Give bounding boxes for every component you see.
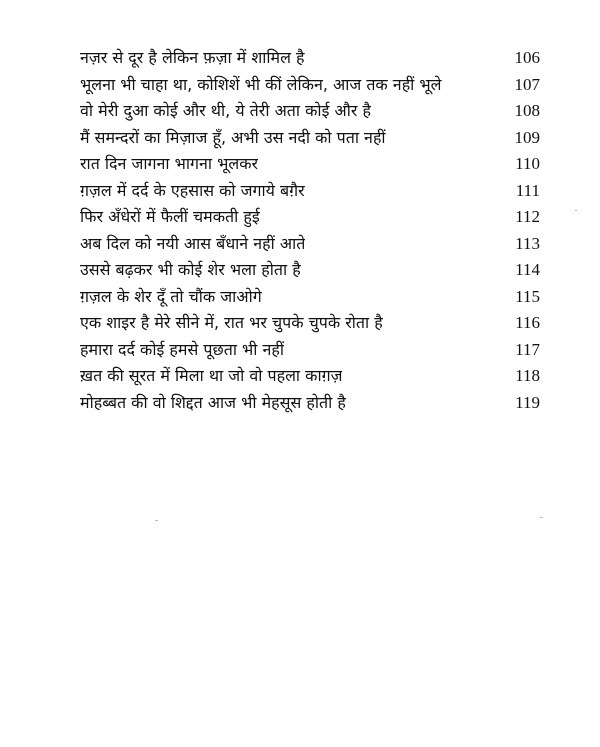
toc-page-number: 112: [515, 207, 540, 226]
toc-entry-title: ख़त की सूरत में मिला था जो वो पहला काग़ज़: [80, 366, 343, 385]
toc-page-number: 109: [514, 127, 540, 147]
toc-page-number: 118: [515, 366, 540, 385]
toc-row: [80, 98, 540, 125]
toc-row: [80, 204, 540, 231]
table-of-contents: [80, 45, 540, 416]
toc-page-number: 111: [515, 180, 540, 200]
toc-row: [80, 45, 540, 72]
toc-row: [80, 178, 540, 205]
toc-page-number: 107: [514, 74, 540, 94]
toc-row: [80, 310, 540, 337]
toc-entry-title: फिर अँधेरों में फैलीं चमकती हुई: [80, 207, 260, 226]
toc-page-number: 114: [515, 260, 540, 279]
toc-entry-title: उससे बढ़कर भी कोई शेर भला होता है: [80, 260, 301, 279]
toc-row: [80, 363, 540, 390]
toc-entry-title: ग़ज़ल में दर्द के एहसास को जगाये बग़ैर: [80, 180, 305, 200]
toc-page-number: 106: [514, 48, 540, 67]
toc-row: [80, 337, 540, 364]
toc-row: [80, 390, 540, 417]
scan-speck: [540, 517, 543, 518]
toc-row: [80, 125, 540, 152]
toc-entry-title: नज़र से दूर है लेकिन फ़ज़ा में शामिल है: [80, 48, 305, 67]
toc-row: [80, 151, 540, 178]
toc-entry-title: हमारा दर्द कोई हमसे पूछता भी नहीं: [80, 339, 285, 359]
toc-row: [80, 72, 540, 99]
toc-page-number: 115: [515, 286, 540, 306]
toc-row: [80, 257, 540, 284]
toc-entry-title: एक शाइर है मेरे सीने में, रात भर चुपके चुपके रोता है: [80, 313, 383, 332]
toc-page-number: 117: [515, 339, 540, 359]
toc-page-number: 108: [514, 101, 540, 120]
toc-entry-title: मैं समन्दरों का मिज़ाज हूँ, अभी उस नदी को पता नहीं: [80, 127, 386, 147]
toc-entry-title: रात दिन जागना भागना भूलकर: [80, 154, 259, 173]
toc-entry-title: वो मेरी दुआ कोई और थी, ये तेरी अता कोई और है: [80, 101, 372, 120]
toc-page-number: 110: [515, 154, 540, 173]
scan-speck: [575, 210, 577, 211]
toc-entry-title: ग़ज़ल के शेर दूँ तो चौंक जाओगे: [80, 286, 262, 306]
toc-page-number: 116: [515, 313, 540, 332]
toc-entry-title: भूलना भी चाहा था, कोशिशें भी कीं लेकिन, आज तक नहीं भूले: [80, 74, 442, 94]
toc-entry-title: अब दिल को नयी आस बँधाने नहीं आते: [80, 233, 306, 253]
scan-speck: [155, 520, 158, 521]
toc-page-number: 119: [515, 392, 540, 412]
toc-row: [80, 284, 540, 311]
toc-entry-title: मोहब्बत की वो शिद्दत आज भी मेहसूस होती है: [80, 392, 346, 412]
toc-page-number: 113: [515, 233, 540, 253]
toc-row: [80, 231, 540, 258]
